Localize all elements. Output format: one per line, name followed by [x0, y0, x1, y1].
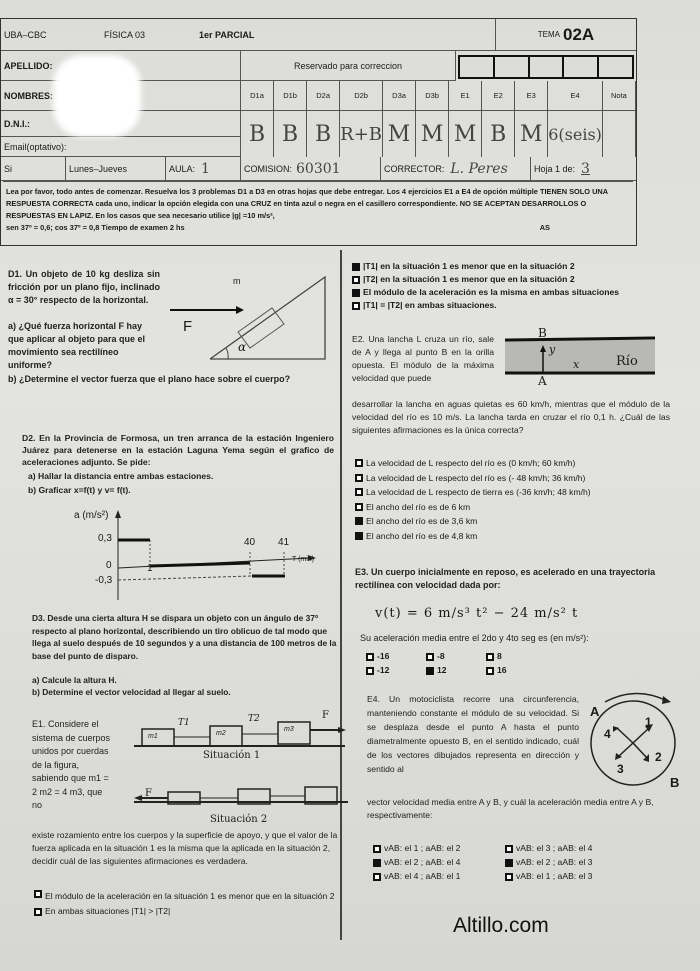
e1-text1: E1. Considere el sistema de cuerpos unidos por cuerdas de la figura, sabiendo que m1 = 2 m2 = 4 m3, que no: [32, 719, 111, 810]
checkbox[interactable]: [486, 667, 494, 675]
grade-column-header: E4: [548, 81, 602, 111]
checkbox[interactable]: [373, 845, 381, 853]
e3-formula: v(t) = 6 m/s³ t² − 24 m/s² t: [375, 606, 579, 621]
option-label: -16: [377, 651, 390, 661]
fig-m3: m3: [284, 726, 294, 733]
e2-option[interactable]: [355, 485, 675, 500]
e4-option[interactable]: [373, 870, 505, 883]
fig-t1: T1: [178, 718, 190, 728]
grade-value: M: [387, 121, 411, 147]
checkbox[interactable]: [352, 302, 360, 310]
exam-name: 1er PARCIAL: [196, 19, 496, 51]
institution: UBA–CBC: [1, 19, 101, 51]
d1-a: a) ¿Qué fuerza horizontal F hay que aplicar al objeto para que el movimiento sea rectilíneo uniforme?: [8, 321, 146, 370]
grade-column-header: E1: [449, 81, 481, 111]
checkbox[interactable]: [486, 653, 494, 661]
tema-value: 02A: [563, 24, 595, 44]
e3-option[interactable]: [366, 650, 426, 663]
e2-option[interactable]: [355, 456, 675, 471]
d2-b: b) Graficar x=f(t) y v= f(t).: [28, 485, 131, 495]
option-label: 12: [437, 665, 447, 675]
checkbox[interactable]: [355, 532, 363, 540]
option-label: El ancho del río es de 6 km: [366, 501, 471, 512]
d3-text: D3. Desde una cierta altura H se dispara un objeto con un ángulo de 37º respecto al plano horizontal, describiendo un tiro oblicuo de tal modo que llega al suelo después de 10 segundos y a una distancia de 100 metros de la base del punto de disparo.: [32, 613, 337, 661]
e2-text1: E2. Una lancha L cruza un río, sale de A y llega al punto B en la orilla opuesta. El módulo de la máxima velocidad que puede: [352, 334, 494, 383]
e3-option[interactable]: [486, 650, 546, 663]
graph-xtick-41: 41: [278, 537, 290, 548]
grade-column: [449, 81, 482, 157]
option-label: La velocidad de L respecto del río es (- 48 km/h; 36 km/h): [366, 472, 586, 483]
grade-value: B: [281, 121, 299, 147]
option-label: La velocidad de L respecto de tierra es (-36 km/h; 48 km/h): [366, 487, 591, 497]
graph-ylabel: a (m/s²): [74, 510, 109, 521]
reserved-label: Reservado para correccion: [241, 51, 456, 81]
e1-options-right: [352, 260, 672, 312]
fig-m2: m2: [216, 730, 226, 737]
grade-column: [603, 81, 636, 157]
corrector-cell: [381, 157, 531, 181]
d3-b: b) Determine el vector velocidad al llegar al suelo.: [32, 687, 231, 697]
option-label: vAB: el 1 ; aAB: el 3: [516, 871, 593, 881]
grade-column-header: D1a: [241, 81, 273, 111]
corrector-value: L. Peres: [450, 160, 508, 177]
axis-y-label: y: [549, 343, 556, 356]
correction-box: [495, 57, 528, 77]
option-label: 16: [497, 665, 507, 675]
exam-header-table: [0, 18, 637, 246]
grade-column: [383, 81, 416, 157]
days-cell: Lunes–Jueves: [66, 157, 166, 181]
option-label: -12: [377, 665, 390, 675]
grade-column: [340, 81, 383, 157]
grade-value: [603, 111, 635, 157]
checkbox[interactable]: [34, 908, 42, 916]
grade-column-header: E2: [482, 81, 514, 111]
vector-3-label: 3: [617, 762, 624, 776]
grade-value: M: [420, 121, 444, 147]
point-b-label: B: [670, 775, 680, 790]
tema-label: TEMA: [537, 30, 561, 39]
e4-option[interactable]: [505, 842, 655, 855]
email-label: Email(optativo):: [1, 137, 241, 157]
comision-value: 60301: [296, 160, 341, 177]
option-label: |T1| = |T2| en ambas situaciones.: [363, 300, 497, 310]
pulley-system-figure: [130, 712, 350, 822]
aula-cell: [166, 157, 241, 181]
fig-m1: m1: [148, 733, 158, 740]
grade-column: [515, 81, 548, 157]
grade-column: [274, 81, 307, 157]
initials: AS: [539, 223, 550, 232]
option-label: El módulo de la aceleración es la misma en ambas situaciones: [363, 287, 620, 297]
checkbox[interactable]: [34, 890, 42, 898]
checkbox[interactable]: [373, 873, 381, 881]
vector-1-label: 1: [645, 715, 652, 729]
redacted-name: [53, 55, 141, 137]
comision-label: COMISION:: [244, 163, 293, 174]
e2-option[interactable]: [355, 514, 675, 529]
checkbox[interactable]: [505, 873, 513, 881]
checkbox[interactable]: [355, 459, 363, 467]
situation-2-label: Situación 2: [210, 814, 268, 825]
aula-label: AULA:: [169, 163, 196, 174]
fig-force-label: F: [183, 318, 193, 335]
grade-column: [548, 81, 603, 157]
grade-column: [307, 81, 340, 157]
e2-option[interactable]: [355, 500, 675, 515]
vector-4-label: 4: [604, 727, 611, 741]
correction-box: [460, 57, 493, 77]
grade-column-header: D3b: [416, 81, 448, 111]
fig-f2: F: [145, 788, 152, 799]
option-label: vAB: el 2 ; aAB: el 4: [384, 857, 461, 867]
inclined-plane-figure: [160, 262, 340, 372]
graph-ytick-top: 0,3: [98, 533, 112, 544]
river-label: Río: [616, 354, 638, 369]
grade-grid: [241, 81, 636, 157]
e3-text: E3. Un cuerpo inicialmente en reposo, es acelerado en una trayectoria rectilínea con velocidad dada por:: [355, 567, 656, 590]
e1-option[interactable]: [352, 273, 672, 286]
axis-x-label: x: [573, 358, 580, 371]
checkbox[interactable]: [366, 653, 374, 661]
fig-f1: F: [322, 710, 329, 721]
e4-option[interactable]: [373, 842, 505, 855]
checkbox[interactable]: [352, 263, 360, 271]
option-label: vAB: el 3 ; aAB: el 4: [516, 843, 593, 853]
grade-column: [482, 81, 515, 157]
d2-text: D2. En la Provincia de Formosa, un tren arranca de la estación Ingeniero Juárez para detenerse en la estación Laguna Yema según el grafico de aceleraciones adjunto. Se pide:: [22, 433, 334, 467]
correction-boxes: [458, 55, 634, 79]
fig-alpha-label: α: [238, 340, 247, 354]
comision-cell: [241, 157, 381, 181]
grade-value: M: [519, 121, 543, 147]
d1-text: D1. Un objeto de 10 kg desliza sin fricción por un plano fijo, inclinado α = 30° respecto de la horizontal.: [8, 269, 160, 305]
graph-xtick-1: 1: [147, 563, 153, 574]
e3-option[interactable]: [366, 664, 426, 677]
graph-ytick-bot: -0,3: [95, 575, 113, 586]
point-a-label: A: [538, 374, 547, 388]
graph-xlabel: T (min): [292, 556, 315, 563]
d1-b: b) ¿Determine el vector fuerza que el plano hace sobre el cuerpo?: [8, 374, 291, 384]
e2-option[interactable]: [355, 471, 675, 486]
e2-option[interactable]: [355, 529, 675, 544]
e2-options: [355, 456, 675, 543]
checkbox[interactable]: [505, 859, 513, 867]
checkbox[interactable]: [366, 667, 374, 675]
e1-text2: existe rozamiento entre los cuerpos y la superficie de apoyo, y que el valor de la fuerza aplicada en la situación 1 es la misma que la aplicada en la situación 2, decidir cuál de las siguientes afirmaciones es verdadera.: [32, 830, 338, 866]
option-label: -8: [437, 651, 445, 661]
e1-options-left: [34, 890, 354, 918]
e4-text1: E4. Un motociclista recorre una circunferencia, manteniendo constante el módulo de su velocidad. Si se desplaza desde el punto A hasta el punto diametralmente opuesto B, en el sentido indicado, cuál de los vectores dibujados representa en dirección y sentido al: [367, 694, 579, 774]
checkbox[interactable]: [505, 845, 513, 853]
fig-mass-label: m: [233, 276, 241, 286]
grade-column-header: E3: [515, 81, 547, 111]
option-label: 8: [497, 651, 502, 661]
checkbox[interactable]: [355, 488, 363, 496]
fig-t2: T2: [248, 714, 260, 724]
e4-options: [373, 842, 663, 883]
apellido-label: APELLIDO:: [1, 51, 241, 81]
option-label: |T2| en la situación 1 es menor que en la situación 2: [363, 274, 575, 284]
instructions: [3, 181, 633, 245]
correction-box: [530, 57, 563, 77]
grade-column-header: Nota: [603, 81, 635, 111]
checkbox[interactable]: [355, 474, 363, 482]
corrector-label: CORRECTOR:: [384, 163, 445, 174]
aula-value: 1: [201, 160, 210, 177]
hoja-cell: [531, 157, 636, 181]
option-label: El módulo de la aceleración en la situación 1 es menor que en la situación 2: [45, 891, 335, 901]
option-label: El ancho del río es de 3,6 km: [366, 516, 478, 526]
grade-column-header: D2b: [340, 81, 382, 111]
e2-text2: desarrollar la lancha en aguas quietas es 60 km/h, mientras que el módulo de la velocidad del río es 10 m/s. La lancha tarda en cruzar el río 0,1 h. ¿Cuál de las siguientes afirmaciones es la única correcta?: [352, 399, 670, 435]
e3-options: [366, 650, 566, 677]
point-a-label: A: [590, 704, 600, 719]
grade-value: B: [248, 121, 266, 147]
grade-value: M: [453, 121, 477, 147]
option-label: El ancho del río es de 4,8 km: [366, 530, 478, 541]
grade-value: 6(seis): [548, 124, 602, 144]
instructions-line2: sen 37º = 0,6; cos 37º = 0,8 Tiempo de examen 2 hs: [6, 223, 185, 232]
option-label: vAB: el 1 ; aAB: el 2: [384, 843, 461, 853]
graph-segment-const: [150, 563, 250, 566]
grade-column-header: D3a: [383, 81, 415, 111]
situation-1-label: Situación 1: [203, 750, 261, 761]
si-cell: Si: [1, 157, 66, 181]
e3-question: Su aceleración media entre el 2do y 4to seg es (en m/s²):: [360, 633, 589, 643]
checkbox[interactable]: [352, 289, 360, 297]
e1-option[interactable]: [352, 260, 672, 273]
grade-value: R+B: [340, 123, 383, 145]
grade-value: B: [315, 121, 332, 147]
e1-option[interactable]: [352, 286, 672, 299]
correction-box: [564, 57, 597, 77]
grade-column: [416, 81, 449, 157]
d3-a: a) Calcule la altura H.: [32, 675, 117, 685]
e3-option[interactable]: [426, 664, 486, 677]
grade-value: B: [490, 121, 507, 147]
acceleration-graph: [90, 510, 320, 605]
option-label: En ambas situaciones |T1| > |T2|: [45, 906, 171, 916]
e3-option[interactable]: [426, 650, 486, 663]
grade-column: [241, 81, 274, 157]
point-b-label: B: [538, 326, 547, 340]
nombres-label: NOMBRES:: [1, 81, 241, 111]
e1-option[interactable]: [352, 299, 672, 312]
correction-box: [599, 57, 632, 77]
checkbox[interactable]: [355, 517, 363, 525]
grade-column-header: D2a: [307, 81, 339, 111]
vector-2-label: 2: [655, 750, 662, 764]
checkbox[interactable]: [352, 276, 360, 284]
d2-a: a) Hallar la distancia entre ambas estaciones.: [28, 471, 214, 481]
e4-option[interactable]: [373, 856, 505, 869]
hoja-total: 3: [581, 160, 590, 177]
checkbox[interactable]: [426, 653, 434, 661]
checkbox[interactable]: [355, 503, 363, 511]
option-label: vAB: el 4 ; aAB: el 1: [384, 871, 461, 881]
e4-text2: vector velocidad media entre A y B, y cuál la aceleración media entre A y B, respectivamente:: [367, 797, 654, 820]
subject: FÍSICA 03: [101, 19, 196, 51]
option-label: vAB: el 2 ; aAB: el 3: [516, 857, 593, 867]
e1-option[interactable]: [34, 890, 354, 903]
checkbox[interactable]: [426, 667, 434, 675]
e4-option[interactable]: [505, 856, 655, 869]
option-label: |T1| en la situación 1 es menor que en la situación 2: [363, 261, 575, 271]
graph-ytick-zero: 0: [106, 560, 112, 571]
tema: [496, 19, 636, 51]
e1-option[interactable]: [34, 905, 354, 918]
instructions-text: Lea por favor, todo antes de comenzar. Resuelva los 3 problemas D1 a D3 en otras hojas que debe entregar. Los 4 ejercicios E1 a E4 de opción múltiple TIENEN SOLO UNA RESPUESTA CORRECTA cada uno, indicar la opción elegida con una CRUZ en tinta azul o negra en el casillero correspondiente. NO SE ACEPTAN DESARROLLOS O RESPUESTAS EN LAPIZ. En los casos que sea necesario utilice |g| =10 m/s²,: [6, 187, 608, 220]
checkbox[interactable]: [373, 859, 381, 867]
watermark: Altillo.com: [453, 914, 549, 937]
e4-option[interactable]: [505, 870, 655, 883]
hoja-label: Hoja 1 de:: [534, 163, 576, 174]
dni-label: D.N.I.:: [1, 111, 241, 137]
option-label: La velocidad de L respecto del río es (0 km/h; 60 km/h): [366, 458, 576, 468]
graph-xtick-40: 40: [244, 537, 256, 548]
e3-option[interactable]: [486, 664, 546, 677]
grade-column-header: D1b: [274, 81, 306, 111]
